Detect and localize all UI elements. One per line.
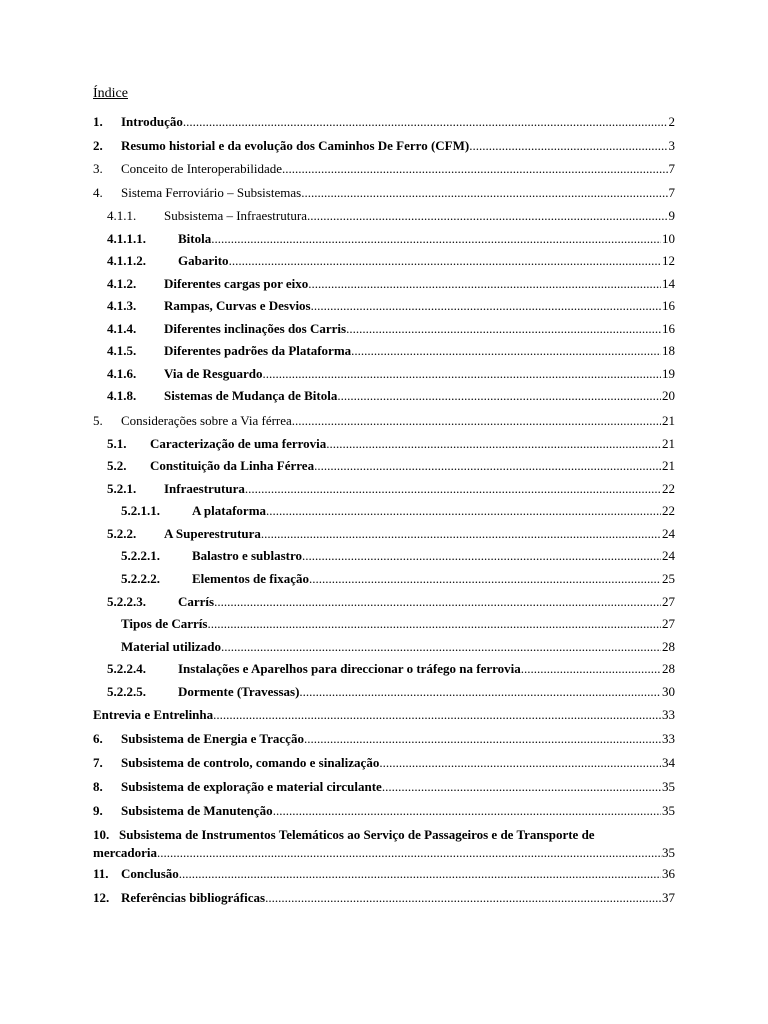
dot-leader	[307, 208, 668, 224]
toc-entry[interactable]	[0, 571, 768, 587]
dot-leader	[311, 298, 661, 314]
dot-leader	[382, 779, 661, 795]
toc-entry[interactable]	[0, 343, 768, 359]
toc-entry-page: 16	[662, 298, 675, 313]
toc-entry-label: Sistema Ferroviário – Subsistemas	[121, 185, 302, 200]
toc-entry-label: Diferentes inclinações dos Carris	[164, 321, 347, 336]
toc-entry-page: 27	[662, 594, 675, 609]
toc-entry-page: 35	[662, 845, 675, 860]
toc-entry-number: 4.1.1.2.	[107, 253, 146, 268]
dot-leader	[261, 526, 661, 542]
toc-entry-page: 35	[662, 779, 675, 794]
toc-entry-page: 37	[662, 890, 675, 905]
toc-entry[interactable]	[0, 639, 768, 655]
dot-leader	[214, 594, 661, 610]
dot-leader	[379, 755, 661, 771]
toc-entry-label: Instalações e Aparelhos para direccionar o tráfego na ferrovia	[178, 661, 521, 676]
toc-entry-label: Entrevia e Entrelinha	[93, 707, 214, 722]
dot-leader	[211, 231, 661, 247]
toc-entry[interactable]	[0, 276, 768, 292]
dot-leader	[304, 731, 661, 747]
toc-entry-label: Material utilizado	[121, 639, 222, 654]
toc-entry[interactable]	[0, 731, 768, 747]
toc-entry[interactable]	[0, 594, 768, 610]
toc-entry-number: 5.2.2.4.	[107, 661, 146, 676]
toc-entry-number: 5.2.2.1.	[121, 548, 160, 563]
toc-entry-label: Considerações sobre a Via férrea	[121, 413, 292, 428]
toc-entry-page: 27	[662, 616, 675, 631]
toc-entry[interactable]	[0, 755, 768, 771]
toc-entry[interactable]	[0, 616, 768, 632]
toc-entry-number: 4.1.5.	[107, 343, 137, 358]
toc-entry-page: 14	[662, 276, 675, 291]
toc-entry-label: Conceito de Interoperabilidade	[121, 161, 282, 176]
toc-entry-page: 18	[662, 343, 675, 358]
toc-entry-label: Constituição da Linha Férrea	[150, 458, 315, 473]
toc-entry-number: 5.2.2.2.	[121, 571, 160, 586]
toc-entry-page: 21	[662, 436, 675, 451]
toc-entry-label: Subsistema de exploração e material circulante	[121, 779, 382, 794]
toc-entry-label: Carrís	[178, 594, 215, 609]
toc-entry[interactable]	[0, 321, 768, 337]
toc-entry-label: Caracterização de uma ferrovia	[150, 436, 327, 451]
toc-entry-label: 10. Subsistema de Instrumentos Telemáticos ao Serviço de Passageiros e de Transporte de	[93, 827, 595, 842]
toc-entry-page: 10	[662, 231, 675, 246]
toc-entry-number: 5.1.	[107, 436, 127, 451]
dot-leader	[299, 684, 661, 700]
toc-entry-label: Subsistema de Energia e Tracção	[121, 731, 304, 746]
toc-entry-label: Elementos de fixação	[192, 571, 309, 586]
toc-entry[interactable]	[0, 185, 768, 201]
toc-entry-number: 5.2.1.1.	[121, 503, 160, 518]
toc-entry[interactable]	[0, 684, 768, 700]
dot-leader	[213, 707, 661, 723]
toc-entry-number: 8.	[93, 779, 103, 794]
toc-entry-label: Infraestrutura	[164, 481, 245, 496]
dot-leader	[273, 803, 661, 819]
toc-entry[interactable]	[0, 503, 768, 519]
toc-entry[interactable]	[0, 253, 768, 269]
toc-entry-page: 22	[662, 503, 675, 518]
toc-entry-number: 4.1.4.	[107, 321, 137, 336]
toc-entry-number: 5.2.2.5.	[107, 684, 146, 699]
dot-leader	[314, 458, 661, 474]
toc-entry-label: Sistemas de Mudança de Bitola	[164, 388, 338, 403]
dot-leader	[301, 185, 667, 201]
toc-entry-label: Introdução	[121, 114, 183, 129]
toc-entry-page: 28	[662, 661, 675, 676]
toc-entry[interactable]	[0, 231, 768, 247]
toc-entry-label: Subsistema – Infraestrutura	[164, 208, 307, 223]
toc-entry-page: 33	[662, 731, 675, 746]
toc-entry-label: Gabarito	[178, 253, 229, 268]
toc-entry-number: 10.	[93, 827, 110, 842]
toc-entry[interactable]	[0, 114, 768, 130]
toc-entry-page: 19	[662, 366, 675, 381]
dot-leader	[292, 413, 661, 429]
toc-entry[interactable]	[0, 707, 768, 723]
toc-entry[interactable]	[0, 779, 768, 795]
dot-leader	[262, 366, 661, 382]
toc-entry[interactable]	[0, 208, 768, 224]
toc-entry-number: 4.1.1.	[107, 208, 137, 223]
dot-leader	[302, 548, 661, 564]
dot-leader	[309, 571, 661, 587]
toc-entry-page: 7	[668, 185, 675, 200]
dot-leader	[337, 388, 661, 404]
toc-entry[interactable]	[0, 366, 768, 382]
dot-leader	[183, 114, 668, 130]
dot-leader	[326, 436, 661, 452]
toc-entry-number: 1.	[93, 114, 103, 129]
toc-entry-page: 21	[662, 413, 675, 428]
toc-entry-label: Subsistema de controlo, comando e sinalização	[121, 755, 380, 770]
toc-entry-number: 5.2.2.	[107, 526, 137, 541]
toc-entry-number: 3.	[93, 161, 103, 176]
dot-leader	[346, 321, 661, 337]
toc-entry-label: Conclusão	[121, 866, 179, 881]
toc-entry-number: 11.	[93, 866, 109, 881]
toc-entry-label: Resumo historial e da evolução dos Caminhos De Ferro (CFM)	[121, 138, 470, 153]
dot-leader	[179, 866, 661, 882]
dot-leader	[265, 890, 661, 906]
dot-leader	[521, 661, 661, 677]
toc-entry-number: 4.1.6.	[107, 366, 137, 381]
toc-title: Índice	[93, 86, 128, 101]
toc-entry[interactable]	[0, 138, 768, 154]
toc-entry-label: Rampas, Curvas e Desvios	[164, 298, 311, 313]
toc-entry-label-continuation: mercadoria	[93, 845, 158, 860]
toc-entry-number: 4.1.1.1.	[107, 231, 146, 246]
toc-entry-label: Bitola	[178, 231, 212, 246]
dot-leader	[266, 503, 661, 519]
toc-entry-page: 25	[662, 571, 675, 586]
toc-entry[interactable]	[0, 866, 768, 882]
toc-entry-page: 7	[668, 161, 675, 176]
toc-entry[interactable]	[0, 161, 768, 177]
toc-entry-label: A plataforma	[192, 503, 267, 518]
dot-leader	[282, 161, 668, 177]
toc-entry-label: Diferentes cargas por eixo	[164, 276, 309, 291]
toc-entry-page: 33	[662, 707, 675, 722]
toc-entry-page: 2	[668, 114, 675, 129]
toc-entry-label: Via de Resguardo	[164, 366, 263, 381]
dot-leader	[469, 138, 667, 154]
dot-leader	[308, 276, 661, 292]
toc-entry-page: 3	[668, 138, 675, 153]
toc-entry-label: Dormente (Travessas)	[178, 684, 300, 699]
toc-entry-number: 2.	[93, 138, 103, 153]
toc-entry-number: 4.1.2.	[107, 276, 137, 291]
toc-entry[interactable]	[0, 481, 768, 497]
dot-leader	[229, 253, 661, 269]
toc-entry-number: 4.1.3.	[107, 298, 137, 313]
toc-entry-number: 4.1.8.	[107, 388, 137, 403]
toc-entry-number: 5.2.2.3.	[107, 594, 146, 609]
toc-entry[interactable]	[0, 661, 768, 677]
toc-entry-label: Diferentes padrões da Plataforma	[164, 343, 352, 358]
toc-entry-page: 28	[662, 639, 675, 654]
toc-entry-number: 6.	[93, 731, 103, 746]
toc-entry-page: 24	[662, 548, 675, 563]
toc-entry-page: 22	[662, 481, 675, 496]
toc-entry-label: Subsistema de Manutenção	[121, 803, 273, 818]
toc-entry-page: 36	[662, 866, 675, 881]
toc-entry[interactable]	[0, 890, 768, 906]
dot-leader	[351, 343, 661, 359]
toc-entry-page: 24	[662, 526, 675, 541]
dot-leader	[245, 481, 661, 497]
toc-entry[interactable]	[0, 803, 768, 819]
toc-entry-page: 34	[662, 755, 675, 770]
toc-entry[interactable]	[0, 458, 768, 474]
toc-entry-number: 5.	[93, 413, 103, 428]
toc-entry-page: 9	[668, 208, 675, 223]
toc-entry-page: 30	[662, 684, 675, 699]
toc-entry-number: 4.	[93, 185, 103, 200]
toc-entry[interactable]	[0, 388, 768, 404]
toc-entry[interactable]	[0, 413, 768, 429]
toc-entry-label: Tipos de Carrís	[121, 616, 208, 631]
dot-leader	[207, 616, 661, 632]
toc-entry-number: 7.	[93, 755, 103, 770]
toc-entry-page: 12	[662, 253, 675, 268]
toc-entry[interactable]	[0, 298, 768, 314]
toc-entry-number: 12.	[93, 890, 110, 905]
toc-entry[interactable]	[0, 436, 768, 452]
toc-entry-number: 9.	[93, 803, 103, 818]
toc-entry[interactable]	[0, 526, 768, 542]
dot-leader	[221, 639, 661, 655]
toc-entry-page: 35	[662, 803, 675, 818]
toc-entry[interactable]	[0, 548, 768, 564]
toc-entry-label: A Superestrutura	[164, 526, 261, 541]
dot-leader	[157, 844, 662, 862]
toc-entry-label: Referências bibliográficas	[121, 890, 266, 905]
toc-entry-label: Balastro e sublastro	[192, 548, 303, 563]
toc-entry-page: 21	[662, 458, 675, 473]
toc-entry-page: 20	[662, 388, 675, 403]
toc-entry-number: 5.2.	[107, 458, 127, 473]
toc-entry-page: 16	[662, 321, 675, 336]
toc-entry-number: 5.2.1.	[107, 481, 137, 496]
